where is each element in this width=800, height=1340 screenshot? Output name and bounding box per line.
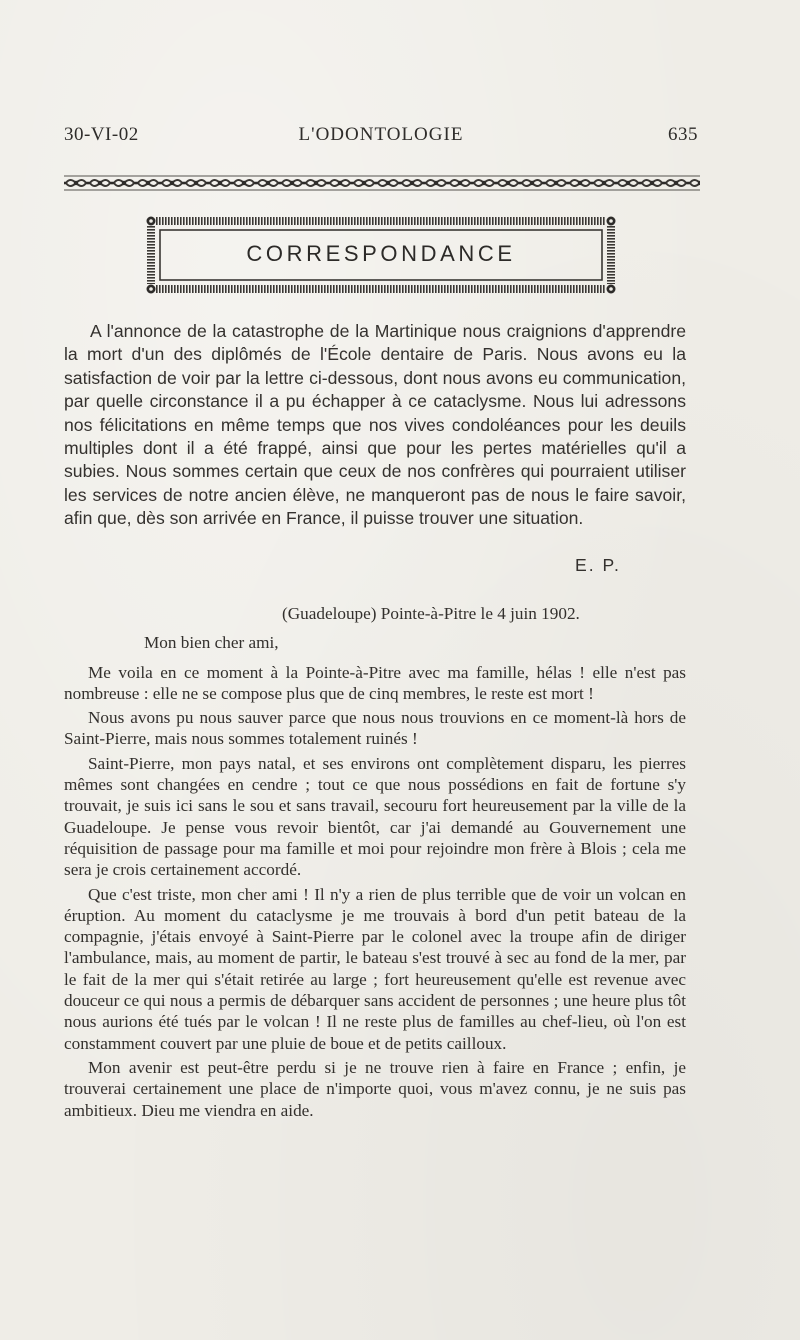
letter-paragraph: Me voila en ce moment à la Pointe-à-Pitre avec ma famille, hélas ! elle n'est pas nombreuse : elle ne se compose plus que de cinq membres, le reste est mort ! — [64, 662, 686, 703]
section-title: CORRESPONDANCE — [246, 241, 516, 266]
editorial-introduction — [64, 320, 686, 531]
ornamental-border-band — [64, 175, 700, 191]
editor-signature: E. P. — [575, 555, 621, 575]
page-number: 635 — [668, 124, 698, 145]
letter-paragraph: Mon avenir est peut-être perdu si je ne trouve rien à faire en France ; enfin, je trouverai certainement une place de n'importe quoi, vous m'avez connu, je ne suis pas ambitieux. Dieu me viendra en aide. — [64, 1057, 686, 1120]
running-head — [64, 124, 698, 154]
letter-paragraph: Saint-Pierre, mon pays natal, et ses environs ont complètement disparu, les pierres mêmes sont changées en cendre ; tout ce que nous possédions en fait de fortune s'y trouvait, je suis ici sans le sou et sans travail, secouru fort heureusement par la ville de la Guadeloupe. Je pense vous revoir bientôt, car j'ai demandé au Gouvernement une réquisition de passage pour ma famille et moi pour rejoindre mon frère à Blois ; cela me sera je crois certainement accordé. — [64, 753, 686, 880]
letter-paragraph: Que c'est triste, mon cher ami ! Il n'y a rien de plus terrible que de voir un volcan en éruption. Au moment du cataclysme je me trouvais à bord d'un petit bateau de la compagnie, j'étais envoyé à Saint-Pierre par le colonel avec la troupe afin de diriger l'ambulance, mais, au moment de partir, le bateau s'est trouvé à sec au fond de la mer, par le fait de la mer qui s'était retirée au large ; fort heureusement qu'elle est revenue avec douceur ce qui nous a permis de débarquer sans accident de personnes ; une heure plus tôt nous aurions été tués par le volcan ! Il ne reste plus de familles au chef-lieu, où l'on est constamment couvert par une pluie de boue et de petits cailloux. — [64, 884, 686, 1053]
section-title-frame — [144, 214, 618, 296]
issue-date: 30-VI-02 — [64, 124, 139, 145]
letter — [64, 603, 686, 1124]
intro-paragraph: A l'annonce de la catastrophe de la Martinique nous craignions d'apprendre la mort d'un des diplômés de l'École dentaire de Paris. Nous avons eu la satisfaction de voir par la lettre ci-dessous, dont nous avons eu communication, par quelle circonstance il a pu échapper à ce cataclysme. Nous lui adressons nos félicitations en même temps que nos vives condoléances pour les deuils multiples dont il a été frappé, ainsi que pour les pertes matérielles qu'il a subies. Nous sommes certain que ceux de nos confrères qui pourraient utiliser les services de notre ancien élève, ne manqueront pas de nous le faire savoir, afin que, dès son arrivée en France, il puisse trouver une situation. — [64, 321, 686, 529]
journal-title: L'ODONTOLOGIE — [298, 124, 464, 145]
letter-paragraph: Nous avons pu nous sauver parce que nous nous trouvions en ce moment-là hors de Saint-Pierre, mais nous sommes totalement ruinés ! — [64, 708, 686, 749]
letter-place-date: (Guadeloupe) Pointe-à-Pitre le 4 juin 1902. — [282, 604, 580, 623]
letter-salutation: Mon bien cher ami, — [144, 633, 279, 653]
